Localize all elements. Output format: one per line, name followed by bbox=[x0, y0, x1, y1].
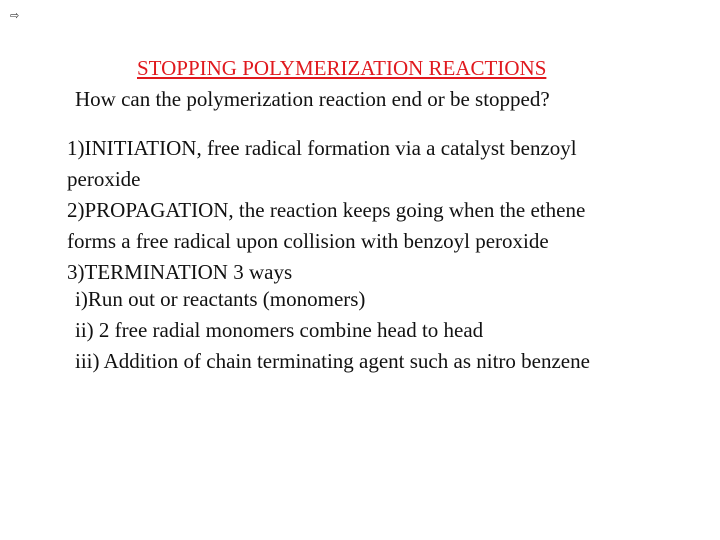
arrow-right-icon: ⇨ bbox=[10, 9, 20, 22]
termination-ways-list bbox=[75, 284, 590, 377]
steps-list bbox=[67, 133, 687, 288]
slide-title: STOPPING POLYMERIZATION REACTIONS bbox=[137, 56, 547, 80]
step-line-propagation-cont: forms a free radical upon collision with benzoyl peroxide bbox=[67, 229, 549, 253]
step-line-propagation: 2)PROPAGATION, the reaction keeps going when the ethene bbox=[67, 198, 586, 222]
termination-way-1: i)Run out or reactants (monomers) bbox=[75, 287, 366, 311]
step-line-termination: 3)TERMINATION 3 ways bbox=[67, 260, 293, 284]
termination-way-2: ii) 2 free radial monomers combine head to head bbox=[75, 318, 484, 342]
slide-subtitle: How can the polymerization reaction end or be stopped? bbox=[75, 87, 550, 111]
step-line-initiation: 1)INITIATION, free radical formation via a catalyst benzoyl bbox=[67, 136, 577, 160]
termination-way-3: iii) Addition of chain terminating agent such as nitro benzene bbox=[75, 349, 590, 373]
step-line-initiation-cont: peroxide bbox=[67, 167, 141, 191]
